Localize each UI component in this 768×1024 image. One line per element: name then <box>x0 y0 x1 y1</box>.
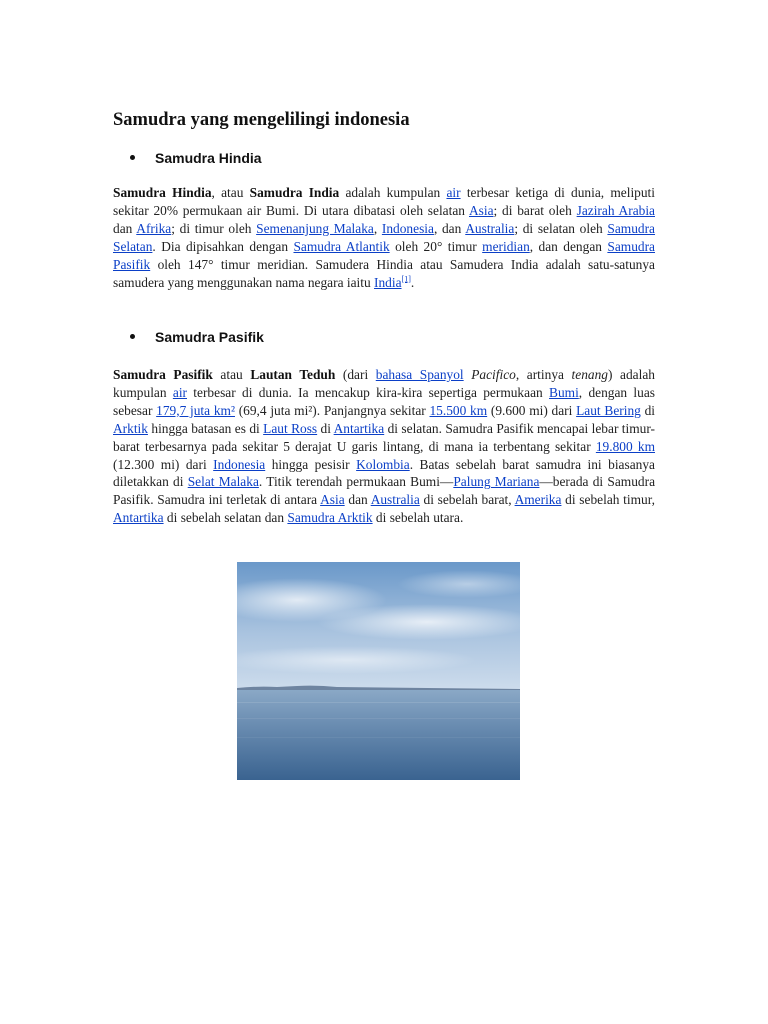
text-run: oleh 147° timur meridian. Samudera Hindia atau Samudera India adalah satu-satunya samudera yang menggunakan nama negara iaitu <box>113 256 655 290</box>
link-asia[interactable]: Asia <box>469 202 494 218</box>
text-run: . Batas sebelah barat samudra ini biasanya diletakkan di <box>113 456 655 490</box>
text-run: terbesar di dunia. Ia mencakup kira-kira sepertiga permukaan <box>187 384 550 400</box>
link-samudra-arktik[interactable]: Samudra Arktik <box>287 510 373 526</box>
text-run: —berada di Samudra Pasifik. Samudra ini terletak di antara <box>113 474 656 508</box>
text-run: , <box>373 220 382 236</box>
link-luas[interactable]: 179,7 juta km² <box>156 402 235 418</box>
link-bumi[interactable]: Bumi <box>549 384 579 400</box>
text-run: oleh 20° timur <box>389 238 483 254</box>
link-antartika[interactable]: Antartika <box>333 420 385 436</box>
sea <box>237 690 520 780</box>
link-australia[interactable]: Australia <box>465 220 515 236</box>
text-run: di sebelah selatan dan <box>163 510 288 526</box>
italic-term: tenang <box>571 367 608 382</box>
water-reflection <box>237 702 520 703</box>
text-run: dan <box>113 220 137 236</box>
link-india[interactable]: India <box>374 274 402 290</box>
link-air[interactable]: air <box>172 384 187 400</box>
reference-link[interactable]: [1] <box>401 274 411 284</box>
bold-term: Samudra Hindia <box>113 185 212 200</box>
paragraph-samudra-hindia <box>113 184 655 291</box>
text-run: di <box>640 402 655 418</box>
link-meridian[interactable]: meridian <box>482 238 530 254</box>
link-samudra-pasifik[interactable]: Samudra Pasifik <box>113 238 655 272</box>
text-run: (69,4 juta mi²). Panjangnya sekitar <box>234 402 430 418</box>
text-run: , dengan luas sebesar <box>113 384 656 418</box>
link-panjang[interactable]: 15.500 km <box>429 402 488 418</box>
text-run: di sebelah timur, <box>561 492 655 508</box>
text-run: , artinya <box>515 367 572 382</box>
text-run: (12.300 mi) dari <box>113 456 214 472</box>
link-bahasa-spanyol[interactable]: bahasa Spanyol <box>375 367 464 382</box>
link-selat-malaka[interactable]: Selat Malaka <box>187 474 259 490</box>
text-run: dan <box>344 492 371 508</box>
link-indonesia[interactable]: Indonesia <box>381 220 434 236</box>
water-reflection <box>237 718 520 719</box>
text-run: hingga pesisir <box>265 456 357 472</box>
text-run: . Dia dipisahkan dengan <box>152 238 294 254</box>
link-palung-mariana[interactable]: Palung Mariana <box>453 474 540 490</box>
text-run: . <box>410 274 415 290</box>
text-run: hingga batasan es di <box>147 420 264 436</box>
link-samudra-atlantik[interactable]: Samudra Atlantik <box>293 238 390 254</box>
text-run: ; di timur oleh <box>171 220 257 236</box>
text-run: ; di selatan oleh <box>514 220 608 236</box>
link-amerika[interactable]: Amerika <box>514 492 562 508</box>
sea-photo-image <box>237 562 520 780</box>
text-run: adalah kumpulan <box>339 185 447 200</box>
document-title: Samudra yang mengelilingi indonesia <box>113 110 410 130</box>
text-run: , dan dengan <box>529 238 608 254</box>
link-jazirah-arabia[interactable]: Jazirah Arabia <box>576 202 655 218</box>
text-run: di sebelah barat, <box>419 492 515 508</box>
section-heading-samudra-pasifik <box>130 329 264 345</box>
text-run: terbesar ketiga di dunia, meliputi sekitar 20% permukaan air Bumi. Di utara dibatasi oleh selatan <box>113 185 655 218</box>
text-run: (dari <box>335 367 376 382</box>
bullet-icon <box>130 334 135 339</box>
italic-term: Pacifico <box>471 367 516 382</box>
section-heading-label: Samudra Pasifik <box>155 329 264 345</box>
water-reflection <box>237 737 520 738</box>
link-semenanjung-malaka[interactable]: Semenanjung Malaka <box>256 220 374 236</box>
link-antartika[interactable]: Antartika <box>113 510 164 526</box>
text-run: ) adalah kumpulan <box>113 367 655 400</box>
section-heading-samudra-hindia <box>130 150 262 166</box>
text-run: , atau <box>211 185 250 200</box>
text-run: atau <box>212 367 251 382</box>
paragraph-samudra-pasifik <box>113 366 655 527</box>
text-run: di sebelah utara. <box>372 510 464 526</box>
link-indonesia[interactable]: Indonesia <box>213 456 266 472</box>
link-samudra-selatan[interactable]: Samudra Selatan <box>113 220 656 254</box>
link-lebar[interactable]: 19.800 km <box>595 438 655 454</box>
bold-term: Lautan Teduh <box>250 367 336 382</box>
bullet-icon <box>130 155 135 160</box>
bold-term: Samudra India <box>249 185 340 200</box>
text-run: di selatan. Samudra Pasifik mencapai lebar timur-barat terbesarnya pada sekitar 5 derajat U garis lintang, di mana ia terbentang sekitar <box>113 420 656 454</box>
link-laut-ross[interactable]: Laut Ross <box>263 420 318 436</box>
bold-term: Samudra Pasifik <box>113 367 213 382</box>
text-run: ; di barat oleh <box>493 202 577 218</box>
link-laut-bering[interactable]: Laut Bering <box>576 402 641 418</box>
text-run: (9.600 mi) dari <box>487 402 577 418</box>
sea-horizon-photo <box>237 562 520 780</box>
link-australia[interactable]: Australia <box>370 492 420 508</box>
text-run: . Titik terendah permukaan Bumi— <box>258 474 454 490</box>
section-heading-label: Samudra Hindia <box>155 150 262 166</box>
link-kolombia[interactable]: Kolombia <box>356 456 410 472</box>
link-asia[interactable]: Asia <box>320 492 345 508</box>
link-arktik[interactable]: Arktik <box>113 420 148 436</box>
text-run: di <box>317 420 334 436</box>
link-air[interactable]: air <box>446 185 461 200</box>
text-run: , dan <box>433 220 466 236</box>
link-afrika[interactable]: Afrika <box>136 220 172 236</box>
